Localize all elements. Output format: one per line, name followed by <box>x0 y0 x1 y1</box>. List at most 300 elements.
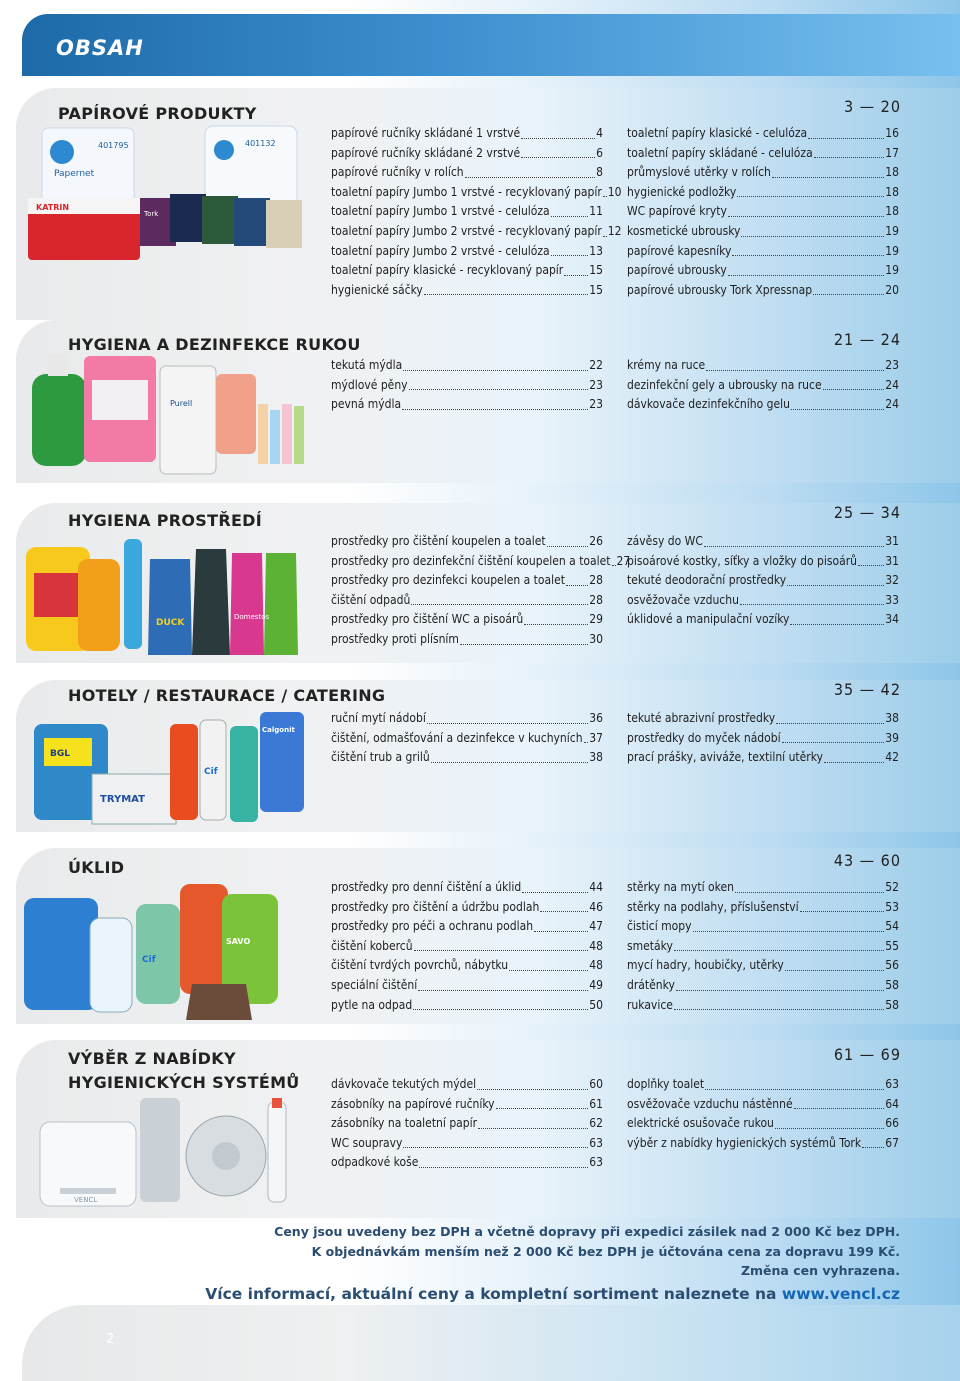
toc-entry-leader <box>790 624 884 625</box>
savo-logo-text: SAVO <box>226 937 251 946</box>
page-title: OBSAH <box>56 36 144 60</box>
toc-entry[interactable] <box>627 183 899 203</box>
toc-entry-page: 63 <box>885 1077 899 1091</box>
toc-entry-leader <box>566 585 588 586</box>
page-number: 2 <box>106 1332 115 1347</box>
toc-entry-page: 49 <box>589 977 603 992</box>
toc-entry[interactable] <box>627 976 899 996</box>
toc-entry[interactable] <box>331 1075 603 1095</box>
toc-entry[interactable] <box>627 878 899 898</box>
toc-entry[interactable] <box>331 261 603 281</box>
katrin-logo-text: KATRIN <box>36 203 70 212</box>
toc-entry-leader <box>772 177 884 178</box>
toc-entry-page: 55 <box>885 938 899 953</box>
toc-entry-leader <box>414 950 589 951</box>
toc-entry-label: prostředky pro péči a ochranu podlah <box>331 919 534 934</box>
section-photo-environment <box>20 529 310 659</box>
toc-entry-label: toaletní papíry klasické - celulóza <box>627 126 808 140</box>
toc-entry-label: osvěžovače vzduchu nástěnné <box>627 1096 793 1111</box>
toc-entry-label: mycí hadry, houbičky, utěrky <box>627 958 784 973</box>
toc-entry-page: 58 <box>885 977 899 992</box>
footer-notes <box>205 1222 900 1307</box>
toc-entry-leader <box>496 1108 589 1109</box>
toc-entry-label: toaletní papíry klasické - recyklovaný papír <box>331 263 564 278</box>
toc-entry-label: papírové kapesníky <box>627 243 732 258</box>
toc-entry[interactable] <box>627 124 899 144</box>
toc-entry-label: čištění koberců <box>331 938 413 953</box>
price-note-3: Změna cen vyhrazena. <box>740 1263 900 1278</box>
toc-entry-leader <box>509 970 588 971</box>
toc-column-right <box>627 124 899 300</box>
cif-logo-2-text: Cif <box>142 955 156 965</box>
environment-hygiene-illustration <box>20 529 310 659</box>
toc-column-right <box>627 878 899 1015</box>
toc-entry-page: 32 <box>885 573 899 588</box>
toc-entry-leader <box>465 177 595 178</box>
toc-entry-leader <box>551 255 589 256</box>
toc-entry-page: 62 <box>589 1116 603 1131</box>
toc-entry[interactable] <box>331 976 603 996</box>
toc-entry-page: 28 <box>589 592 603 607</box>
papernet-logo-text: Papernet <box>54 169 95 179</box>
toc-entry-label: výběr z nabídky hygienických systémů Tork <box>627 1135 862 1150</box>
toc-entry-leader <box>547 546 589 547</box>
toc-entry-page: 34 <box>885 612 899 627</box>
toc-entry-label: pevná mýdla <box>331 397 402 412</box>
toc-entry-leader <box>728 216 884 217</box>
toc-entry-leader <box>419 1167 588 1168</box>
toc-entry[interactable] <box>627 571 899 591</box>
toc-entry-label: toaletní papíry Jumbo 2 vrstvé - recyklovaný papír <box>331 223 602 238</box>
price-note-2: K objednávkám menším než 2 000 Kč bez DPH je účtována cena za dopravu 199 Kč. <box>311 1243 900 1259</box>
cif-logo-text: Cif <box>204 767 218 777</box>
toc-column-right <box>627 1075 899 1153</box>
toc-entry[interactable] <box>627 591 899 611</box>
toc-entry[interactable] <box>627 202 899 222</box>
toc-entry-page: 44 <box>589 880 603 894</box>
toc-entry-label: zásobníky na toaletní papír <box>331 1116 478 1131</box>
toc-entry-label: zásobníky na papírové ručníky <box>331 1096 495 1111</box>
toc-entry[interactable] <box>331 898 603 918</box>
toc-entry-page: 30 <box>589 631 603 646</box>
duck-logo-text: DUCK <box>156 618 185 628</box>
toc-entry-label: toaletní papíry Jumbo 1 vrstvé - celulóza <box>331 204 550 219</box>
section-page-range: 43 — 60 <box>833 851 901 870</box>
toc-entry-label: stěrky na podlahy, příslušenství <box>627 899 799 914</box>
toc-entry-page: 37 <box>589 730 603 745</box>
domestos-logo-text: Domestos <box>234 613 270 621</box>
toc-entry-page: 12 <box>607 223 622 238</box>
toc-entry-page: 19 <box>885 223 899 238</box>
toc-entry-page: 38 <box>589 750 603 765</box>
toc-entry-page: 23 <box>589 397 603 412</box>
toc-entry-label: stěrky na mytí oken <box>627 880 734 894</box>
toc-entry-leader <box>478 1128 588 1129</box>
toc-entry[interactable] <box>331 1153 603 1173</box>
toc-column-left <box>331 709 603 768</box>
section-cleaning <box>0 848 960 1024</box>
toc-entry[interactable] <box>627 1095 899 1115</box>
toc-column-right <box>627 356 899 415</box>
toc-entry-page: 52 <box>885 880 899 894</box>
toc-entry[interactable] <box>331 144 603 164</box>
papernet-code-2-text: 401132 <box>245 139 276 148</box>
toc-entry-page: 29 <box>589 612 603 627</box>
toc-entry-leader <box>409 389 589 390</box>
toc-entry-page: 18 <box>885 204 899 219</box>
toc-entry-label: papírové ručníky skládané 2 vrstvé <box>331 145 521 160</box>
toc-entry-leader <box>782 742 885 743</box>
toc-entry-leader <box>402 409 588 410</box>
toc-entry-label: elektrické osušovače rukou <box>627 1116 774 1131</box>
toc-entry-page: 47 <box>589 919 603 934</box>
toc-entry-page: 63 <box>589 1135 603 1150</box>
toc-entry-leader <box>813 294 884 295</box>
section-photo-catering <box>20 704 310 828</box>
toc-entry[interactable] <box>331 956 603 976</box>
toc-entry-page: 63 <box>589 1155 603 1170</box>
toc-entry[interactable] <box>331 1114 603 1134</box>
toc-entry-page: 4 <box>596 126 603 140</box>
toc-entry-leader <box>460 644 588 645</box>
section-title: HOTELY / RESTAURACE / CATERING <box>68 686 386 705</box>
toc-entry[interactable] <box>331 1095 603 1115</box>
toc-entry-leader <box>427 723 588 724</box>
toc-entry[interactable] <box>627 898 899 918</box>
toc-entry-page: 17 <box>885 145 899 160</box>
vencl-logo-text: VENCL <box>74 1196 98 1204</box>
toc-entry[interactable] <box>627 144 899 164</box>
toc-entry-page: 8 <box>596 165 603 180</box>
section-photo-hand-hygiene <box>20 344 310 479</box>
toc-entry[interactable] <box>331 395 603 415</box>
toc-entry-label: čisticí mopy <box>627 919 692 934</box>
toc-entry-leader <box>823 389 885 390</box>
toc-entry-leader <box>732 255 884 256</box>
toc-entry[interactable] <box>331 552 631 572</box>
toc-entry[interactable] <box>627 937 899 957</box>
toc-entry-leader <box>800 911 885 912</box>
toc-entry-leader <box>534 931 588 932</box>
toc-entry-label: prostředky do myček nádobí <box>627 730 781 745</box>
toc-entry-leader <box>808 138 884 139</box>
toc-entry-page: 16 <box>885 126 899 140</box>
toc-entry[interactable] <box>627 552 899 572</box>
toc-entry[interactable] <box>627 748 899 768</box>
toc-entry-label: průmyslové utěrky v rolích <box>627 165 771 180</box>
calgonit-logo-text: Calgonit <box>262 726 295 734</box>
toc-entry-leader <box>693 931 885 932</box>
toc-entry-leader <box>403 1147 588 1148</box>
toc-entry-page: 54 <box>885 919 899 934</box>
website-note <box>205 1281 900 1307</box>
toc-entry-page: 27 <box>616 553 631 568</box>
toc-entry-leader <box>521 157 595 158</box>
paper-products-illustration <box>20 120 310 300</box>
toc-entry-label: tekutá mýdla <box>331 358 403 372</box>
toc-entry-label: prostředky proti plísním <box>331 631 459 646</box>
section-page-range: 35 — 42 <box>833 680 901 699</box>
toc-entry-leader <box>794 1108 885 1109</box>
toc-entry-leader <box>775 1128 884 1129</box>
toc-entry[interactable] <box>627 1114 899 1134</box>
toc-entry-label: závěsy do WC <box>627 534 703 548</box>
toc-entry-page: 26 <box>589 534 603 548</box>
toc-entry-label: krémy na ruce <box>627 358 706 372</box>
toc-entry-label: papírové ručníky v rolích <box>331 165 464 180</box>
toc-entry-page: 61 <box>589 1096 603 1111</box>
toc-entry-label: prostředky pro dezinfekční čištění koupelen a toalet <box>331 553 611 568</box>
toc-entry-label: osvěžovače vzduchu <box>627 592 739 607</box>
toc-entry-page: 19 <box>885 243 899 258</box>
toc-entry-leader <box>814 157 885 158</box>
toc-entry[interactable] <box>331 571 603 591</box>
toc-entry-label: papírové ubrousky <box>627 263 727 278</box>
footer-band <box>22 1305 960 1381</box>
toc-entry-leader <box>791 409 884 410</box>
toc-entry-leader <box>705 1089 884 1090</box>
toc-column-left <box>331 124 622 300</box>
toc-entry[interactable] <box>627 163 899 183</box>
toc-entry[interactable] <box>627 222 899 242</box>
toc-entry[interactable] <box>331 124 603 144</box>
toc-entry-page: 13 <box>589 243 603 258</box>
toc-entry-page: 28 <box>589 573 603 588</box>
toc-entry-leader <box>431 762 589 763</box>
toc-entry-label: prostředky pro čištění WC a pisoárů <box>331 612 524 627</box>
toc-entry-page: 24 <box>885 377 899 392</box>
toc-entry-page: 50 <box>589 997 603 1012</box>
toc-entry-leader <box>862 1147 884 1148</box>
toc-entry[interactable] <box>331 709 603 729</box>
toc-entry[interactable] <box>331 610 603 630</box>
toc-entry-leader <box>704 546 884 547</box>
toc-entry[interactable] <box>627 356 899 376</box>
toc-entry[interactable] <box>627 729 899 749</box>
trymat-logo-text: TRYMAT <box>100 794 145 805</box>
toc-entry-label: dávkovače tekutých mýdel <box>331 1077 477 1091</box>
toc-entry[interactable] <box>331 242 603 262</box>
toc-entry-page: 39 <box>885 730 899 745</box>
toc-entry-label: prostředky pro čištění a údržbu podlah <box>331 899 540 914</box>
toc-entry-page: 19 <box>885 263 899 278</box>
toc-entry[interactable] <box>627 917 899 937</box>
toc-entry-leader <box>524 624 588 625</box>
toc-entry-leader <box>477 1089 588 1090</box>
toc-entry-page: 22 <box>589 358 603 372</box>
section-environment-hygiene <box>0 503 960 663</box>
toc-entry-page: 24 <box>885 397 899 412</box>
section-paper-products <box>0 88 960 320</box>
toc-entry-page: 23 <box>589 377 603 392</box>
toc-entry-label: úklidové a manipulační vozíky <box>627 612 790 627</box>
toc-entry[interactable] <box>627 1134 899 1154</box>
toc-entry[interactable] <box>331 729 603 749</box>
toc-entry-page: 31 <box>885 553 899 568</box>
section-title: HYGIENA PROSTŘEDÍ <box>68 511 263 530</box>
toc-entry-label: kosmetické ubrousky <box>627 223 741 238</box>
toc-entry-page: 58 <box>885 997 899 1012</box>
toc-entry-leader <box>728 275 885 276</box>
toc-entry-page: 66 <box>885 1116 899 1131</box>
toc-entry-page: 60 <box>589 1077 603 1091</box>
toc-entry[interactable] <box>331 1134 603 1154</box>
toc-entry-page: 48 <box>589 938 603 953</box>
toc-entry[interactable] <box>627 709 899 729</box>
toc-entry-label: papírové ručníky skládané 1 vrstvé <box>331 126 521 140</box>
toc-entry-label: tekuté deodorační prostředky <box>627 573 787 588</box>
toc-entry-page: 53 <box>885 899 899 914</box>
toc-entry-page: 6 <box>596 145 603 160</box>
toc-entry-leader <box>540 911 588 912</box>
toc-entry-label: WC papírové kryty <box>627 204 727 219</box>
toc-entry-page: 15 <box>589 282 603 297</box>
toc-entry-page: 46 <box>589 899 603 914</box>
hygiene-systems-illustration <box>20 1092 310 1218</box>
toc-entry-label: hygienické sáčky <box>331 282 423 297</box>
toc-column-left <box>331 356 603 415</box>
toc-column-right <box>627 709 899 768</box>
toc-entry-label: mýdlové pěny <box>331 377 408 392</box>
toc-entry[interactable] <box>331 376 603 396</box>
toc-entry[interactable] <box>331 202 603 222</box>
toc-entry-label: pytle na odpad <box>331 997 413 1012</box>
toc-entry-leader <box>612 565 616 566</box>
toc-entry-leader <box>522 892 588 893</box>
toc-entry-label: doplňky toalet <box>627 1077 705 1091</box>
toc-entry-label: dezinfekční gely a ubrousky na ruce <box>627 377 822 392</box>
toc-entry-label: prací prášky, aviváže, textilní utěrky <box>627 750 823 765</box>
toc-entry[interactable] <box>627 242 899 262</box>
toc-entry-label: tekuté abrazivní prostředky <box>627 711 776 725</box>
toc-entry-page: 64 <box>885 1096 899 1111</box>
toc-entry-label: ruční mytí nádobí <box>331 711 426 725</box>
toc-entry-page: 42 <box>885 750 899 765</box>
toc-entry[interactable] <box>627 996 899 1016</box>
section-title: ÚKLID <box>68 858 125 877</box>
toc-entry-leader <box>787 585 884 586</box>
toc-entry-label: rukavice <box>627 997 673 1012</box>
toc-entry-label: dávkovače dezinfekčního gelu <box>627 397 790 412</box>
toc-entry-leader <box>411 604 588 605</box>
section-photo-paper <box>20 120 310 300</box>
toc-entry-leader <box>584 742 589 743</box>
website-note-text: Více informací, aktuální ceny a kompletní sortiment naleznete na <box>205 1284 777 1303</box>
tork-logo-text: Tork <box>144 210 159 218</box>
toc-entry[interactable] <box>331 222 622 242</box>
toc-column-left <box>331 1075 603 1173</box>
section-title: PAPÍROVÉ PRODUKTY <box>58 104 257 123</box>
toc-entry[interactable] <box>627 1075 899 1095</box>
toc-entry-label: hygienické podložky <box>627 184 737 199</box>
toc-entry-page: 38 <box>885 711 899 725</box>
toc-entry-leader <box>551 216 589 217</box>
section-hotels-catering <box>0 680 960 832</box>
toc-entry[interactable] <box>627 376 899 396</box>
toc-entry[interactable] <box>331 281 603 301</box>
toc-entry-page: 31 <box>885 534 899 548</box>
toc-entry-label: prostředky pro dezinfekci koupelen a toalet <box>331 573 565 588</box>
toc-entry-page: 10 <box>607 184 622 199</box>
section-photo-hygiene-systems <box>20 1092 310 1218</box>
toc-column-left <box>331 878 603 1015</box>
toc-entry-leader <box>740 604 884 605</box>
catering-illustration <box>20 704 310 828</box>
toc-entry-leader <box>737 196 884 197</box>
toc-entry[interactable] <box>627 261 899 281</box>
section-photo-cleaning <box>20 874 310 1024</box>
toc-entry-leader <box>674 1009 884 1010</box>
toc-entry-label: smetáky <box>627 938 673 953</box>
toc-entry[interactable] <box>331 163 603 183</box>
toc-entry[interactable] <box>331 591 603 611</box>
toc-column-right <box>627 532 899 630</box>
toc-entry[interactable] <box>331 878 603 898</box>
purell-logo-text: Purell <box>170 399 193 408</box>
toc-entry-page: 56 <box>885 958 899 973</box>
toc-entry-leader <box>403 370 588 371</box>
section-page-range: 25 — 34 <box>833 503 901 522</box>
toc-entry[interactable] <box>627 281 899 301</box>
toc-entry-label: toaletní papíry skládané - celulóza <box>627 145 813 160</box>
toc-entry-label: čištění odpadů <box>331 592 411 607</box>
toc-entry-leader <box>735 892 884 893</box>
toc-entry[interactable] <box>627 395 899 415</box>
papernet-code-text: 401795 <box>98 141 129 150</box>
toc-entry[interactable] <box>627 610 899 630</box>
website-link[interactable]: www.vencl.cz <box>781 1284 900 1303</box>
section-title: VÝBĚR Z NABÍDKY HYGIENICKÝCH SYSTÉMŮ <box>68 1049 300 1092</box>
toc-entry[interactable] <box>331 996 603 1016</box>
toc-entry[interactable] <box>627 532 899 552</box>
toc-entry-label: čištění trub a grilů <box>331 750 430 765</box>
section-page-range: 3 — 20 <box>843 97 901 116</box>
toc-entry[interactable] <box>331 183 622 203</box>
toc-entry-label: čištění, odmašťování a dezinfekce v kuchyních <box>331 730 583 745</box>
toc-entry-page: 15 <box>589 263 603 278</box>
toc-entry-leader <box>521 138 595 139</box>
toc-entry[interactable] <box>331 937 603 957</box>
toc-entry[interactable] <box>331 532 603 552</box>
toc-entry-label: odpadkové koše <box>331 1155 419 1170</box>
toc-entry-leader <box>413 1009 588 1010</box>
toc-entry[interactable] <box>627 956 899 976</box>
toc-entry[interactable] <box>331 917 603 937</box>
toc-entry-label: toaletní papíry Jumbo 2 vrstvé - celulóza <box>331 243 550 258</box>
toc-entry-leader <box>858 565 884 566</box>
hand-hygiene-illustration <box>20 344 310 479</box>
toc-entry-page: 48 <box>589 958 603 973</box>
section-page-range: 21 — 24 <box>833 330 901 349</box>
toc-entry-label: drátěnky <box>627 977 675 992</box>
toc-entry[interactable] <box>331 748 603 768</box>
toc-entry[interactable] <box>331 630 603 650</box>
toc-entry[interactable] <box>331 356 603 376</box>
toc-entry-page: 33 <box>885 592 899 607</box>
toc-entry-leader <box>676 990 884 991</box>
section-hygiene-systems <box>0 1040 960 1218</box>
toc-entry-leader <box>424 294 588 295</box>
toc-entry-page: 18 <box>885 165 899 180</box>
cleaning-illustration <box>20 874 310 1024</box>
toc-entry-leader <box>674 950 884 951</box>
toc-entry-leader <box>603 236 607 237</box>
toc-entry-leader <box>785 970 884 971</box>
toc-entry-leader <box>706 370 884 371</box>
toc-entry-label: prostředky pro denní čištění a úklid <box>331 880 522 894</box>
toc-entry-leader <box>564 275 588 276</box>
toc-entry-label: toaletní papíry Jumbo 1 vrstvé - recyklovaný papír <box>331 184 602 199</box>
